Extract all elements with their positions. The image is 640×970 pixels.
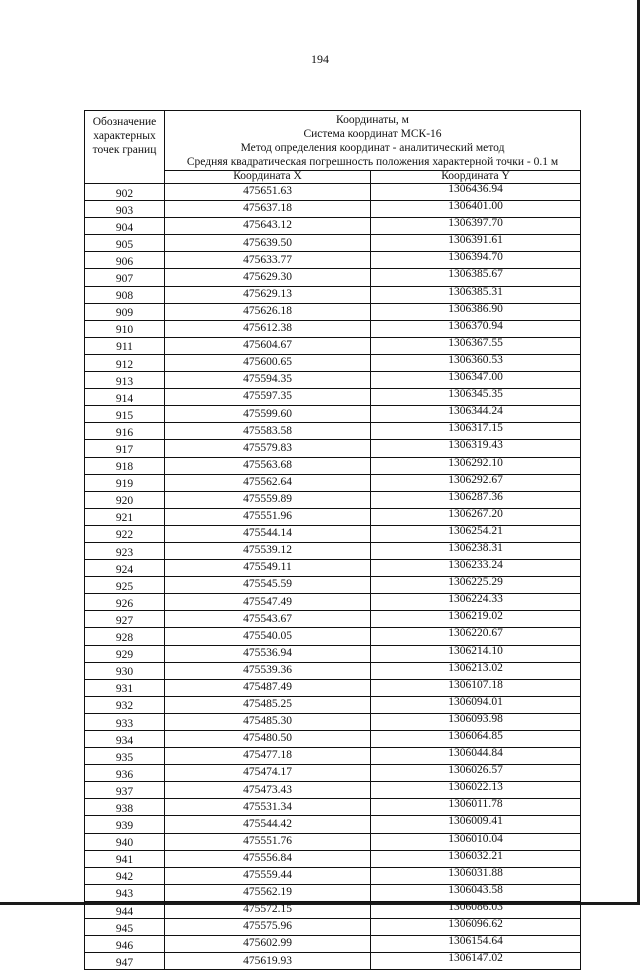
table-row (85, 679, 581, 696)
point-number-cell: 934 (85, 731, 165, 748)
coordinate-y-cell: 1306214.10 (371, 645, 581, 662)
coordinate-x-cell: 475473.43 (165, 782, 371, 799)
point-number-cell: 942 (85, 867, 165, 884)
coordinate-x-cell: 475572.15 (165, 901, 371, 918)
coordinate-x-cell: 475549.11 (165, 560, 371, 577)
point-number-cell: 923 (85, 542, 165, 559)
title-line: Координаты, м (336, 114, 409, 126)
coordinate-y-cell: 1306267.20 (371, 508, 581, 525)
table-row (85, 354, 581, 371)
point-number-cell: 925 (85, 577, 165, 594)
coordinate-y-cell: 1306043.58 (371, 884, 581, 901)
coordinate-y-cell: 1306367.55 (371, 337, 581, 354)
table-row (85, 799, 581, 816)
table-row (85, 542, 581, 559)
coordinate-x-cell: 475583.58 (165, 423, 371, 440)
coordinate-x-cell: 475559.89 (165, 491, 371, 508)
point-number-cell: 903 (85, 201, 165, 218)
coordinate-x-cell: 475579.83 (165, 440, 371, 457)
point-number-cell: 916 (85, 423, 165, 440)
coordinate-y-cell: 1306401.00 (371, 201, 581, 218)
coordinate-y-cell: 1306213.02 (371, 662, 581, 679)
table-row (85, 389, 581, 406)
table-row (85, 765, 581, 782)
coordinate-x-cell: 475602.99 (165, 936, 371, 953)
point-number-cell: 912 (85, 354, 165, 371)
table-row (85, 816, 581, 833)
coordinate-x-cell: 475536.94 (165, 645, 371, 662)
point-number-cell: 937 (85, 782, 165, 799)
point-number-cell: 917 (85, 440, 165, 457)
point-number-cell: 929 (85, 645, 165, 662)
coordinate-y-cell: 1306345.35 (371, 389, 581, 406)
coordinate-y-cell: 1306385.31 (371, 286, 581, 303)
table-row (85, 696, 581, 713)
coordinate-x-cell: 475531.34 (165, 799, 371, 816)
point-number-cell: 905 (85, 235, 165, 252)
table-row (85, 491, 581, 508)
table-row (85, 525, 581, 542)
point-number-cell: 909 (85, 303, 165, 320)
point-number-cell: 915 (85, 406, 165, 423)
table-row (85, 901, 581, 918)
coordinate-y-cell: 1306347.00 (371, 372, 581, 389)
coordinates-table (84, 110, 581, 970)
table-row (85, 372, 581, 389)
table-row (85, 628, 581, 645)
point-number-cell: 918 (85, 457, 165, 474)
title-line: Система координат МСК-16 (303, 128, 442, 140)
coordinate-y-cell: 1306064.85 (371, 731, 581, 748)
coordinate-y-cell: 1306238.31 (371, 542, 581, 559)
coordinates-title-header (165, 111, 581, 171)
coordinate-y-cell: 1306044.84 (371, 748, 581, 765)
coordinate-x-cell: 475544.14 (165, 525, 371, 542)
point-number-cell: 908 (85, 286, 165, 303)
coordinate-x-cell: 475563.68 (165, 457, 371, 474)
coordinate-y-cell: 1306010.04 (371, 833, 581, 850)
coordinate-y-cell: 1306394.70 (371, 252, 581, 269)
coordinate-y-cell: 1306096.62 (371, 919, 581, 936)
point-number-cell: 904 (85, 218, 165, 235)
table-row (85, 457, 581, 474)
table-row (85, 201, 581, 218)
point-number-cell: 931 (85, 679, 165, 696)
x-column-header: Координата X (165, 171, 371, 184)
point-number-cell: 940 (85, 833, 165, 850)
table-row (85, 423, 581, 440)
coordinate-x-cell: 475543.67 (165, 611, 371, 628)
coordinate-y-cell: 1306319.43 (371, 440, 581, 457)
table-row (85, 867, 581, 884)
title-line: Метод определения координат - аналитический метод (240, 142, 505, 154)
coordinate-x-cell: 475619.93 (165, 953, 371, 970)
table-row (85, 440, 581, 457)
table-row (85, 884, 581, 901)
coordinate-x-cell: 475474.17 (165, 765, 371, 782)
table-row (85, 577, 581, 594)
coordinate-y-cell: 1306254.21 (371, 525, 581, 542)
coordinate-x-cell: 475562.64 (165, 474, 371, 491)
coordinate-x-cell: 475639.50 (165, 235, 371, 252)
point-number-cell: 907 (85, 269, 165, 286)
table-header-row (85, 111, 581, 171)
table-row (85, 850, 581, 867)
table-row (85, 782, 581, 799)
table-row (85, 748, 581, 765)
table-row (85, 184, 581, 201)
point-number-cell: 938 (85, 799, 165, 816)
coordinate-y-cell: 1306225.29 (371, 577, 581, 594)
coordinate-x-cell: 475594.35 (165, 372, 371, 389)
point-number-cell: 930 (85, 662, 165, 679)
table-row (85, 286, 581, 303)
coordinate-y-cell: 1306385.67 (371, 269, 581, 286)
table-row (85, 474, 581, 491)
point-number-cell: 920 (85, 491, 165, 508)
point-number-cell: 939 (85, 816, 165, 833)
coordinate-x-cell: 475575.96 (165, 919, 371, 936)
coordinate-x-cell: 475626.18 (165, 303, 371, 320)
table-row (85, 611, 581, 628)
table-row (85, 594, 581, 611)
coordinate-x-cell: 475633.77 (165, 252, 371, 269)
coordinate-y-cell: 1306107.18 (371, 679, 581, 696)
coordinate-y-cell: 1306032.21 (371, 850, 581, 867)
coordinate-x-cell: 475540.05 (165, 628, 371, 645)
coordinate-x-cell: 475485.25 (165, 696, 371, 713)
coordinate-x-cell: 475600.65 (165, 354, 371, 371)
point-number-cell: 914 (85, 389, 165, 406)
coordinate-x-cell: 475477.18 (165, 748, 371, 765)
point-number-cell: 935 (85, 748, 165, 765)
coordinate-y-cell: 1306154.64 (371, 936, 581, 953)
coordinate-x-cell: 475629.13 (165, 286, 371, 303)
table-row (85, 645, 581, 662)
coordinate-x-cell: 475547.49 (165, 594, 371, 611)
table-row (85, 269, 581, 286)
point-number-cell: 926 (85, 594, 165, 611)
table-row (85, 833, 581, 850)
coordinate-y-cell: 1306292.67 (371, 474, 581, 491)
point-number-cell: 913 (85, 372, 165, 389)
coordinate-y-cell: 1306022.13 (371, 782, 581, 799)
point-number-cell: 944 (85, 901, 165, 918)
coordinate-x-cell: 475637.18 (165, 201, 371, 218)
coordinate-x-cell: 475629.30 (165, 269, 371, 286)
coordinate-y-cell: 1306397.70 (371, 218, 581, 235)
coordinate-x-cell: 475487.49 (165, 679, 371, 696)
coordinate-y-cell: 1306220.67 (371, 628, 581, 645)
coordinate-y-cell: 1306391.61 (371, 235, 581, 252)
coordinate-y-cell: 1306292.10 (371, 457, 581, 474)
coordinate-y-cell: 1306094.01 (371, 696, 581, 713)
coordinate-x-cell: 475599.60 (165, 406, 371, 423)
point-number-cell: 947 (85, 953, 165, 970)
table-row (85, 731, 581, 748)
point-number-cell: 933 (85, 713, 165, 730)
coordinate-y-cell: 1306436.94 (371, 184, 581, 201)
table-row (85, 936, 581, 953)
title-line: Средняя квадратическая погрешность положения характерной точки - 0.1 м (186, 156, 559, 168)
coordinate-y-cell: 1306147.02 (371, 953, 581, 970)
table-row (85, 560, 581, 577)
point-number-cell: 945 (85, 919, 165, 936)
coordinate-x-cell: 475612.38 (165, 320, 371, 337)
point-number-cell: 936 (85, 765, 165, 782)
table-row (85, 235, 581, 252)
point-number-cell: 924 (85, 560, 165, 577)
table-row (85, 337, 581, 354)
table-row (85, 953, 581, 970)
coordinate-y-cell: 1306093.98 (371, 713, 581, 730)
coordinate-x-cell: 475643.12 (165, 218, 371, 235)
point-number-cell: 941 (85, 850, 165, 867)
table-row (85, 406, 581, 423)
coordinate-x-cell: 475539.12 (165, 542, 371, 559)
point-number-cell: 906 (85, 252, 165, 269)
table-body (85, 184, 581, 970)
coordinate-y-cell: 1306344.24 (371, 406, 581, 423)
table-row (85, 303, 581, 320)
coordinate-x-cell: 475604.67 (165, 337, 371, 354)
coordinate-y-cell: 1306360.53 (371, 354, 581, 371)
coordinate-y-cell: 1306009.41 (371, 816, 581, 833)
point-number-cell: 927 (85, 611, 165, 628)
table-row (85, 252, 581, 269)
point-number-cell: 911 (85, 337, 165, 354)
coordinate-x-cell: 475551.96 (165, 508, 371, 525)
point-number-cell: 928 (85, 628, 165, 645)
coordinate-x-cell: 475651.63 (165, 184, 371, 201)
coordinate-x-cell: 475551.76 (165, 833, 371, 850)
table-row (85, 320, 581, 337)
coordinate-x-cell: 475480.50 (165, 731, 371, 748)
table-row (85, 218, 581, 235)
coordinate-y-cell: 1306370.94 (371, 320, 581, 337)
coordinate-y-cell: 1306011.78 (371, 799, 581, 816)
y-column-header: Координата Y (371, 171, 581, 184)
point-number-cell: 919 (85, 474, 165, 491)
coordinate-y-cell: 1306031.88 (371, 867, 581, 884)
point-label-header: Обозначение характерных точек границ (85, 111, 165, 184)
coordinate-x-cell: 475597.35 (165, 389, 371, 406)
page-number: 194 (311, 52, 329, 66)
table-row (85, 508, 581, 525)
coordinate-y-cell: 1306026.57 (371, 765, 581, 782)
coordinate-x-cell: 475545.59 (165, 577, 371, 594)
coordinate-y-cell: 1306086.03 (371, 901, 581, 918)
coordinate-x-cell: 475485.30 (165, 713, 371, 730)
point-number-cell: 932 (85, 696, 165, 713)
coordinate-y-cell: 1306386.90 (371, 303, 581, 320)
point-number-cell: 946 (85, 936, 165, 953)
coordinate-x-cell: 475556.84 (165, 850, 371, 867)
coordinate-y-cell: 1306287.36 (371, 491, 581, 508)
point-number-cell: 910 (85, 320, 165, 337)
point-number-cell: 922 (85, 525, 165, 542)
coordinate-y-cell: 1306219.02 (371, 611, 581, 628)
point-number-cell: 921 (85, 508, 165, 525)
coordinate-y-cell: 1306224.33 (371, 594, 581, 611)
coordinate-x-cell: 475559.44 (165, 867, 371, 884)
table-row (85, 919, 581, 936)
coordinate-y-cell: 1306317.15 (371, 423, 581, 440)
coordinate-x-cell: 475562.19 (165, 884, 371, 901)
coordinate-y-cell: 1306233.24 (371, 560, 581, 577)
coordinate-x-cell: 475544.42 (165, 816, 371, 833)
table-row (85, 713, 581, 730)
coordinate-x-cell: 475539.36 (165, 662, 371, 679)
table-row (85, 662, 581, 679)
point-number-cell: 943 (85, 884, 165, 901)
point-number-cell: 902 (85, 184, 165, 201)
